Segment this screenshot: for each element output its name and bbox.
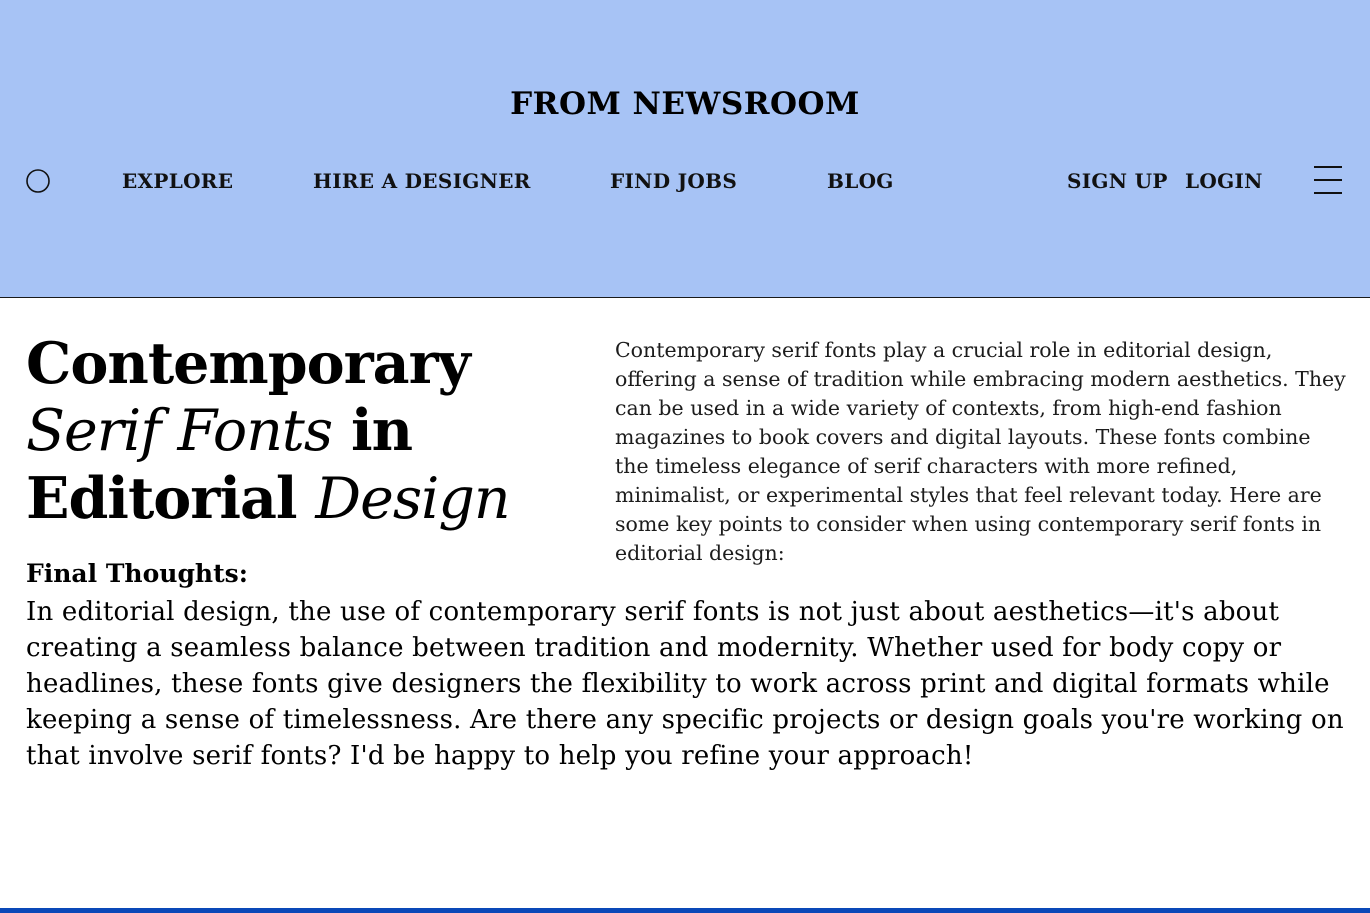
nav-item-blog[interactable]: BLOG [827, 169, 894, 193]
nav-item-hire-a-designer[interactable]: HIRE A DESIGNER [313, 169, 531, 193]
site-title[interactable]: FROM NEWSROOM [510, 86, 860, 122]
title-line-2-rest: in [332, 397, 413, 464]
title-italic-serif-fonts: Serif Fonts [26, 398, 333, 464]
title-italic-design: Design [315, 466, 510, 532]
hamburger-menu-icon[interactable] [1313, 165, 1343, 197]
title-line-3: Editorial [26, 465, 316, 532]
circle-icon[interactable] [26, 169, 50, 193]
login-link[interactable]: LOGIN [1185, 169, 1263, 193]
article-title [26, 330, 586, 533]
nav-item-explore[interactable]: EXPLORE [122, 169, 234, 193]
main-nav [0, 165, 1370, 197]
title-line-1: Contemporary [26, 330, 470, 397]
bottom-accent-bar [0, 908, 1370, 913]
final-thoughts-paragraph: In editorial design, the use of contemporary serif fonts is not just about aesthetics—it's about creating a seamless balance between tradition and modernity. Whether used for body copy or headlines, these fonts give designers the flexibility to work across print and digital formats while keeping a sense of timelessness. Are there any specific projects or design goals you're working on that involve serif fonts? I'd be happy to help you refine your approach! [26, 597, 1344, 771]
sign-up-link[interactable]: SIGN UP [1067, 169, 1168, 193]
final-thoughts-heading: Final Thoughts: [26, 559, 248, 588]
nav-item-find-jobs[interactable]: FIND JOBS [610, 169, 738, 193]
site-header [0, 0, 1370, 298]
intro-paragraph: Contemporary serif fonts play a crucial role in editorial design, offering a sense of tradition while embracing modern aesthetics. They can be used in a wide variety of contexts, from high-end fashion magazines to book covers and digital layouts. These fonts combine the timeless elegance of serif characters with more refined, minimalist, or experimental styles that feel relevant today. Here are some key points to consider when using contemporary serif fonts in editorial design: [615, 338, 1346, 565]
